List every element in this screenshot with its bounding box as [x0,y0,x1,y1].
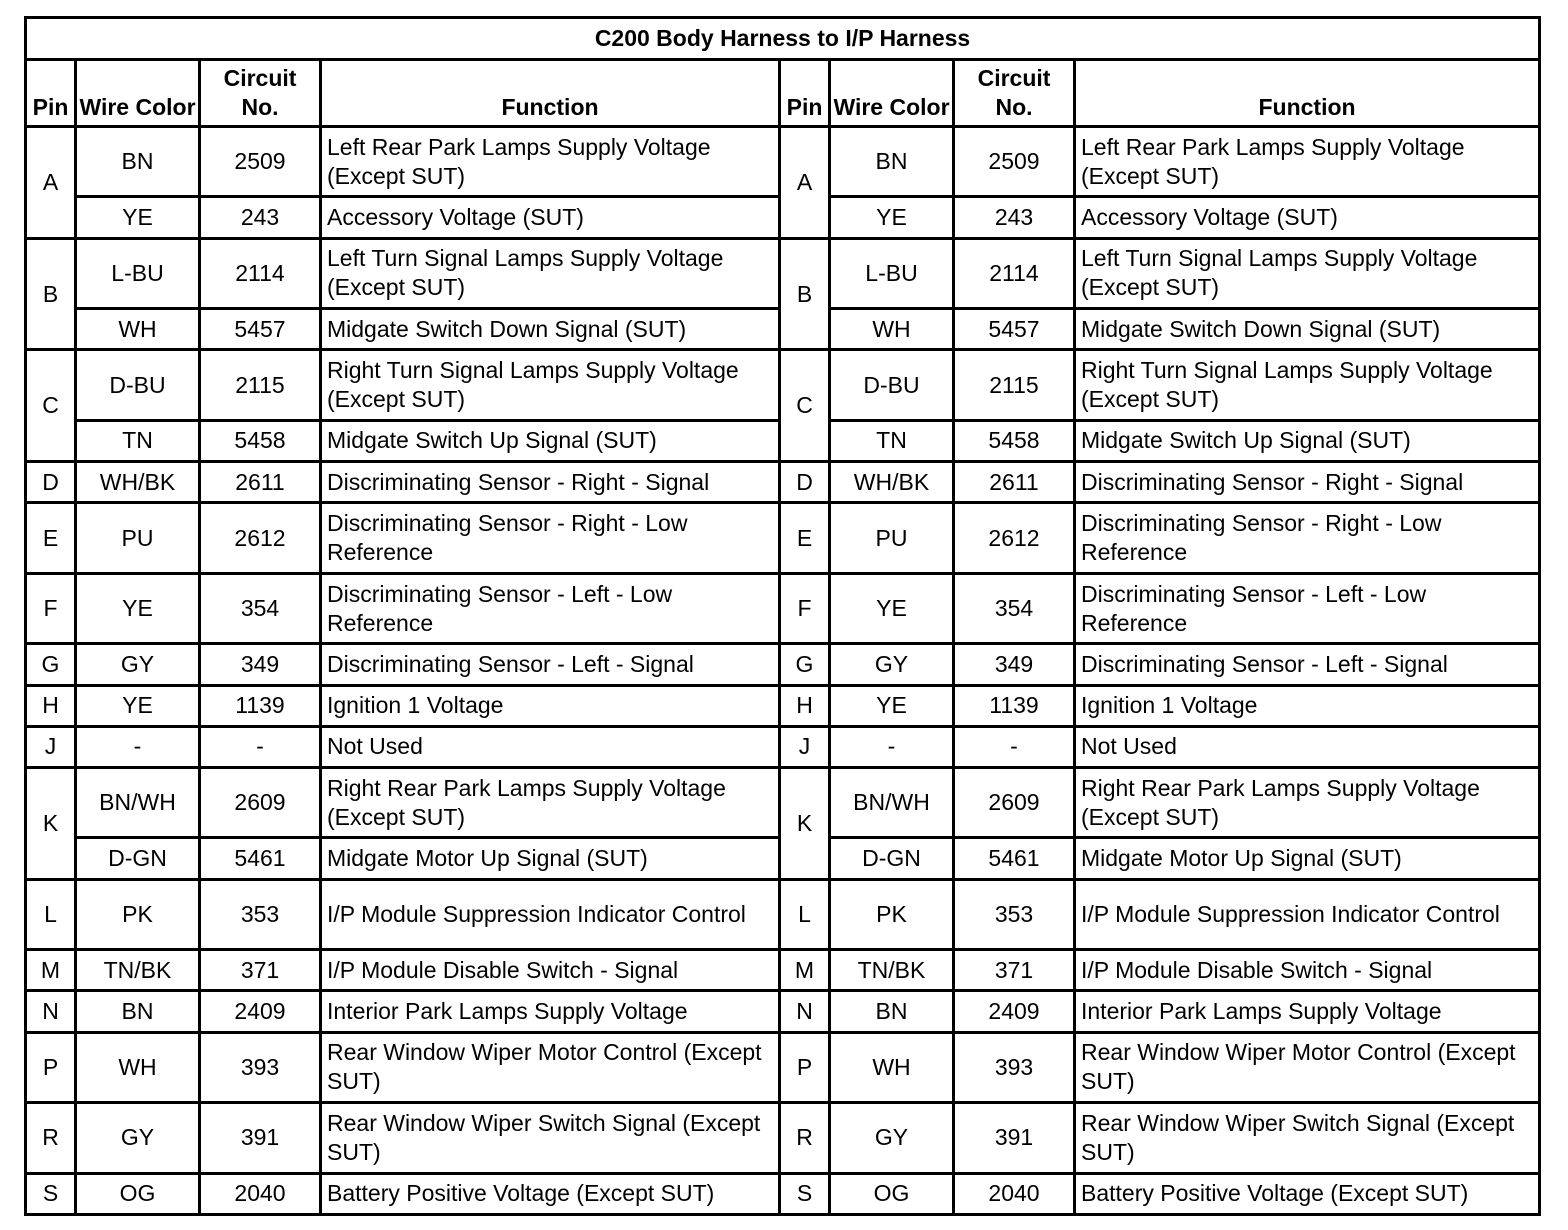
wire-color-cell: - [830,726,954,767]
pin-cell: J [780,726,830,767]
table-row [26,1103,1540,1173]
function-cell: I/P Module Suppression Indicator Control [321,879,780,949]
wire-color-cell: YE [830,197,954,238]
wire-color-cell: WH [76,309,200,350]
function-cell: Battery Positive Voltage (Except SUT) [1075,1173,1540,1214]
function-cell: Midgate Switch Down Signal (SUT) [1075,309,1540,350]
function-cell: Rear Window Wiper Motor Control (Except SUT) [321,1032,780,1102]
wire-color-cell: L-BU [830,238,954,308]
circuit-no-cell: 2040 [954,1173,1075,1214]
function-cell: Not Used [1075,726,1540,767]
circuit-no-cell: 2612 [200,503,321,573]
circuit-no-cell: 371 [200,950,321,991]
circuit-no-cell: 2611 [200,462,321,503]
circuit-no-cell: 2115 [200,350,321,420]
circuit-no-cell: 2609 [954,768,1075,838]
table-row [26,768,1540,838]
wire-color-cell: BN [830,991,954,1032]
table-row [26,238,1540,308]
function-header: Function [1075,60,1540,127]
pin-cell: L [26,879,76,949]
wire-color-cell: L-BU [76,238,200,308]
connector-table [24,16,1541,1216]
table-row [26,991,1540,1032]
pin-cell: A [26,127,76,239]
wire-color-cell: D-BU [76,350,200,420]
function-cell: Left Turn Signal Lamps Supply Voltage (Except SUT) [1075,238,1540,308]
wire-color-cell: D-BU [830,350,954,420]
circuit-no-cell: 371 [954,950,1075,991]
pin-cell: E [780,503,830,573]
table-row [26,685,1540,726]
circuit-no-cell: 5461 [200,838,321,879]
circuit-no-cell: 5461 [954,838,1075,879]
pin-cell: A [780,127,830,239]
circuit-no-cell: 2612 [954,503,1075,573]
function-cell: Discriminating Sensor - Left - Signal [1075,644,1540,685]
wire-color-cell: - [76,726,200,767]
pin-cell: D [26,462,76,503]
wire-color-cell: GY [830,644,954,685]
circuit-no-cell: 2040 [200,1173,321,1214]
circuit-no-cell: 2409 [954,991,1075,1032]
function-cell: Right Turn Signal Lamps Supply Voltage (Except SUT) [321,350,780,420]
function-cell: Midgate Motor Up Signal (SUT) [321,838,780,879]
function-cell: Accessory Voltage (SUT) [1075,197,1540,238]
function-cell: Interior Park Lamps Supply Voltage [1075,991,1540,1032]
circuit-no-header: Circuit No. [200,60,321,127]
function-cell: I/P Module Suppression Indicator Control [1075,879,1540,949]
wire-color-cell: WH [830,309,954,350]
circuit-no-cell: 354 [200,573,321,643]
pin-cell: C [26,350,76,462]
table-title: C200 Body Harness to I/P Harness [26,18,1540,60]
function-cell: Right Turn Signal Lamps Supply Voltage (Except SUT) [1075,350,1540,420]
wire-color-cell: YE [76,197,200,238]
function-cell: Right Rear Park Lamps Supply Voltage (Except SUT) [1075,768,1540,838]
wire-color-cell: BN [830,127,954,197]
circuit-no-cell: 391 [200,1103,321,1173]
circuit-no-cell: 2115 [954,350,1075,420]
wire-color-cell: YE [76,573,200,643]
circuit-no-cell: 2114 [200,238,321,308]
pin-header: Pin [26,60,76,127]
circuit-no-cell: - [954,726,1075,767]
circuit-no-cell: 353 [200,879,321,949]
wire-color-cell: BN/WH [830,768,954,838]
circuit-no-cell: 2611 [954,462,1075,503]
pin-cell: S [780,1173,830,1214]
pin-cell: K [780,768,830,880]
circuit-no-header: Circuit No. [954,60,1075,127]
function-cell: Rear Window Wiper Switch Signal (Except SUT) [1075,1103,1540,1173]
function-cell: Interior Park Lamps Supply Voltage [321,991,780,1032]
circuit-no-cell: 5458 [200,420,321,461]
function-cell: Rear Window Wiper Switch Signal (Except SUT) [321,1103,780,1173]
function-cell: I/P Module Disable Switch - Signal [1075,950,1540,991]
function-cell: Discriminating Sensor - Right - Signal [1075,462,1540,503]
circuit-no-cell: 353 [954,879,1075,949]
pin-cell: G [26,644,76,685]
table-row [26,726,1540,767]
wire-color-cell: PK [830,879,954,949]
table-row [26,1032,1540,1102]
pin-cell: R [780,1103,830,1173]
pin-cell: R [26,1103,76,1173]
wire-color-cell: BN [76,127,200,197]
pin-cell: S [26,1173,76,1214]
circuit-no-cell: - [200,726,321,767]
function-cell: Discriminating Sensor - Right - Low Reference [1075,503,1540,573]
table-row [26,950,1540,991]
function-cell: Left Turn Signal Lamps Supply Voltage (Except SUT) [321,238,780,308]
header-row [26,60,1540,127]
wire-color-cell: D-GN [76,838,200,879]
wire-color-cell: YE [830,573,954,643]
table-row [26,879,1540,949]
pin-cell: G [780,644,830,685]
wire-color-cell: PK [76,879,200,949]
pin-cell: L [780,879,830,949]
wire-color-cell: BN/WH [76,768,200,838]
pin-cell: N [780,991,830,1032]
pin-cell: P [780,1032,830,1102]
wire-color-cell: YE [76,685,200,726]
table-row [26,462,1540,503]
pin-cell: B [780,238,830,350]
circuit-no-cell: 349 [954,644,1075,685]
circuit-no-cell: 393 [954,1032,1075,1102]
circuit-no-cell: 2609 [200,768,321,838]
pin-cell: H [780,685,830,726]
wire-color-cell: WH/BK [76,462,200,503]
circuit-no-cell: 354 [954,573,1075,643]
wire-color-cell: BN [76,991,200,1032]
function-cell: Discriminating Sensor - Right - Low Reference [321,503,780,573]
wire-color-cell: WH [830,1032,954,1102]
wire-color-cell: OG [76,1173,200,1214]
wire-color-cell: TN [830,420,954,461]
wire-color-cell: GY [76,644,200,685]
pin-cell: J [26,726,76,767]
function-cell: Left Rear Park Lamps Supply Voltage (Except SUT) [321,127,780,197]
wire-color-cell: PU [76,503,200,573]
wire-color-cell: TN [76,420,200,461]
function-header: Function [321,60,780,127]
wire-color-cell: GY [76,1103,200,1173]
wire-color-header: Wire Color [76,60,200,127]
function-cell: Left Rear Park Lamps Supply Voltage (Except SUT) [1075,127,1540,197]
pin-cell: C [780,350,830,462]
function-cell: Battery Positive Voltage (Except SUT) [321,1173,780,1214]
function-cell: Discriminating Sensor - Left - Signal [321,644,780,685]
function-cell: Discriminating Sensor - Right - Signal [321,462,780,503]
circuit-no-cell: 5457 [200,309,321,350]
function-cell: Midgate Switch Up Signal (SUT) [1075,420,1540,461]
wire-color-header: Wire Color [830,60,954,127]
circuit-no-cell: 391 [954,1103,1075,1173]
circuit-no-cell: 393 [200,1032,321,1102]
circuit-no-cell: 1139 [954,685,1075,726]
function-cell: I/P Module Disable Switch - Signal [321,950,780,991]
circuit-no-cell: 2509 [200,127,321,197]
circuit-no-cell: 5458 [954,420,1075,461]
table-row [26,503,1540,573]
function-cell: Ignition 1 Voltage [321,685,780,726]
circuit-no-cell: 243 [200,197,321,238]
circuit-no-cell: 349 [200,644,321,685]
pin-cell: K [26,768,76,880]
wire-color-cell: D-GN [830,838,954,879]
pin-cell: F [780,573,830,643]
pin-cell: P [26,1032,76,1102]
table-row [26,573,1540,643]
circuit-no-cell: 1139 [200,685,321,726]
wire-color-cell: GY [830,1103,954,1173]
table-row [26,127,1540,197]
function-cell: Discriminating Sensor - Left - Low Reference [1075,573,1540,643]
function-cell: Accessory Voltage (SUT) [321,197,780,238]
function-cell: Rear Window Wiper Motor Control (Except SUT) [1075,1032,1540,1102]
pin-cell: E [26,503,76,573]
pin-cell: D [780,462,830,503]
pin-cell: N [26,991,76,1032]
pin-cell: H [26,685,76,726]
pin-cell: M [26,950,76,991]
pin-header: Pin [780,60,830,127]
wire-color-cell: OG [830,1173,954,1214]
function-cell: Midgate Motor Up Signal (SUT) [1075,838,1540,879]
circuit-no-cell: 2409 [200,991,321,1032]
table-row [26,350,1540,420]
pin-cell: F [26,573,76,643]
circuit-no-cell: 5457 [954,309,1075,350]
wire-color-cell: TN/BK [76,950,200,991]
pin-cell: M [780,950,830,991]
wire-color-cell: PU [830,503,954,573]
wire-color-cell: TN/BK [830,950,954,991]
wire-color-cell: WH [76,1032,200,1102]
table-row [26,644,1540,685]
wire-color-cell: YE [830,685,954,726]
table-row [26,1173,1540,1214]
wire-color-cell: WH/BK [830,462,954,503]
function-cell: Midgate Switch Down Signal (SUT) [321,309,780,350]
pin-cell: B [26,238,76,350]
function-cell: Midgate Switch Up Signal (SUT) [321,420,780,461]
function-cell: Right Rear Park Lamps Supply Voltage (Except SUT) [321,768,780,838]
function-cell: Discriminating Sensor - Left - Low Reference [321,573,780,643]
function-cell: Not Used [321,726,780,767]
circuit-no-cell: 2509 [954,127,1075,197]
circuit-no-cell: 2114 [954,238,1075,308]
function-cell: Ignition 1 Voltage [1075,685,1540,726]
table-body [26,127,1540,1215]
circuit-no-cell: 243 [954,197,1075,238]
